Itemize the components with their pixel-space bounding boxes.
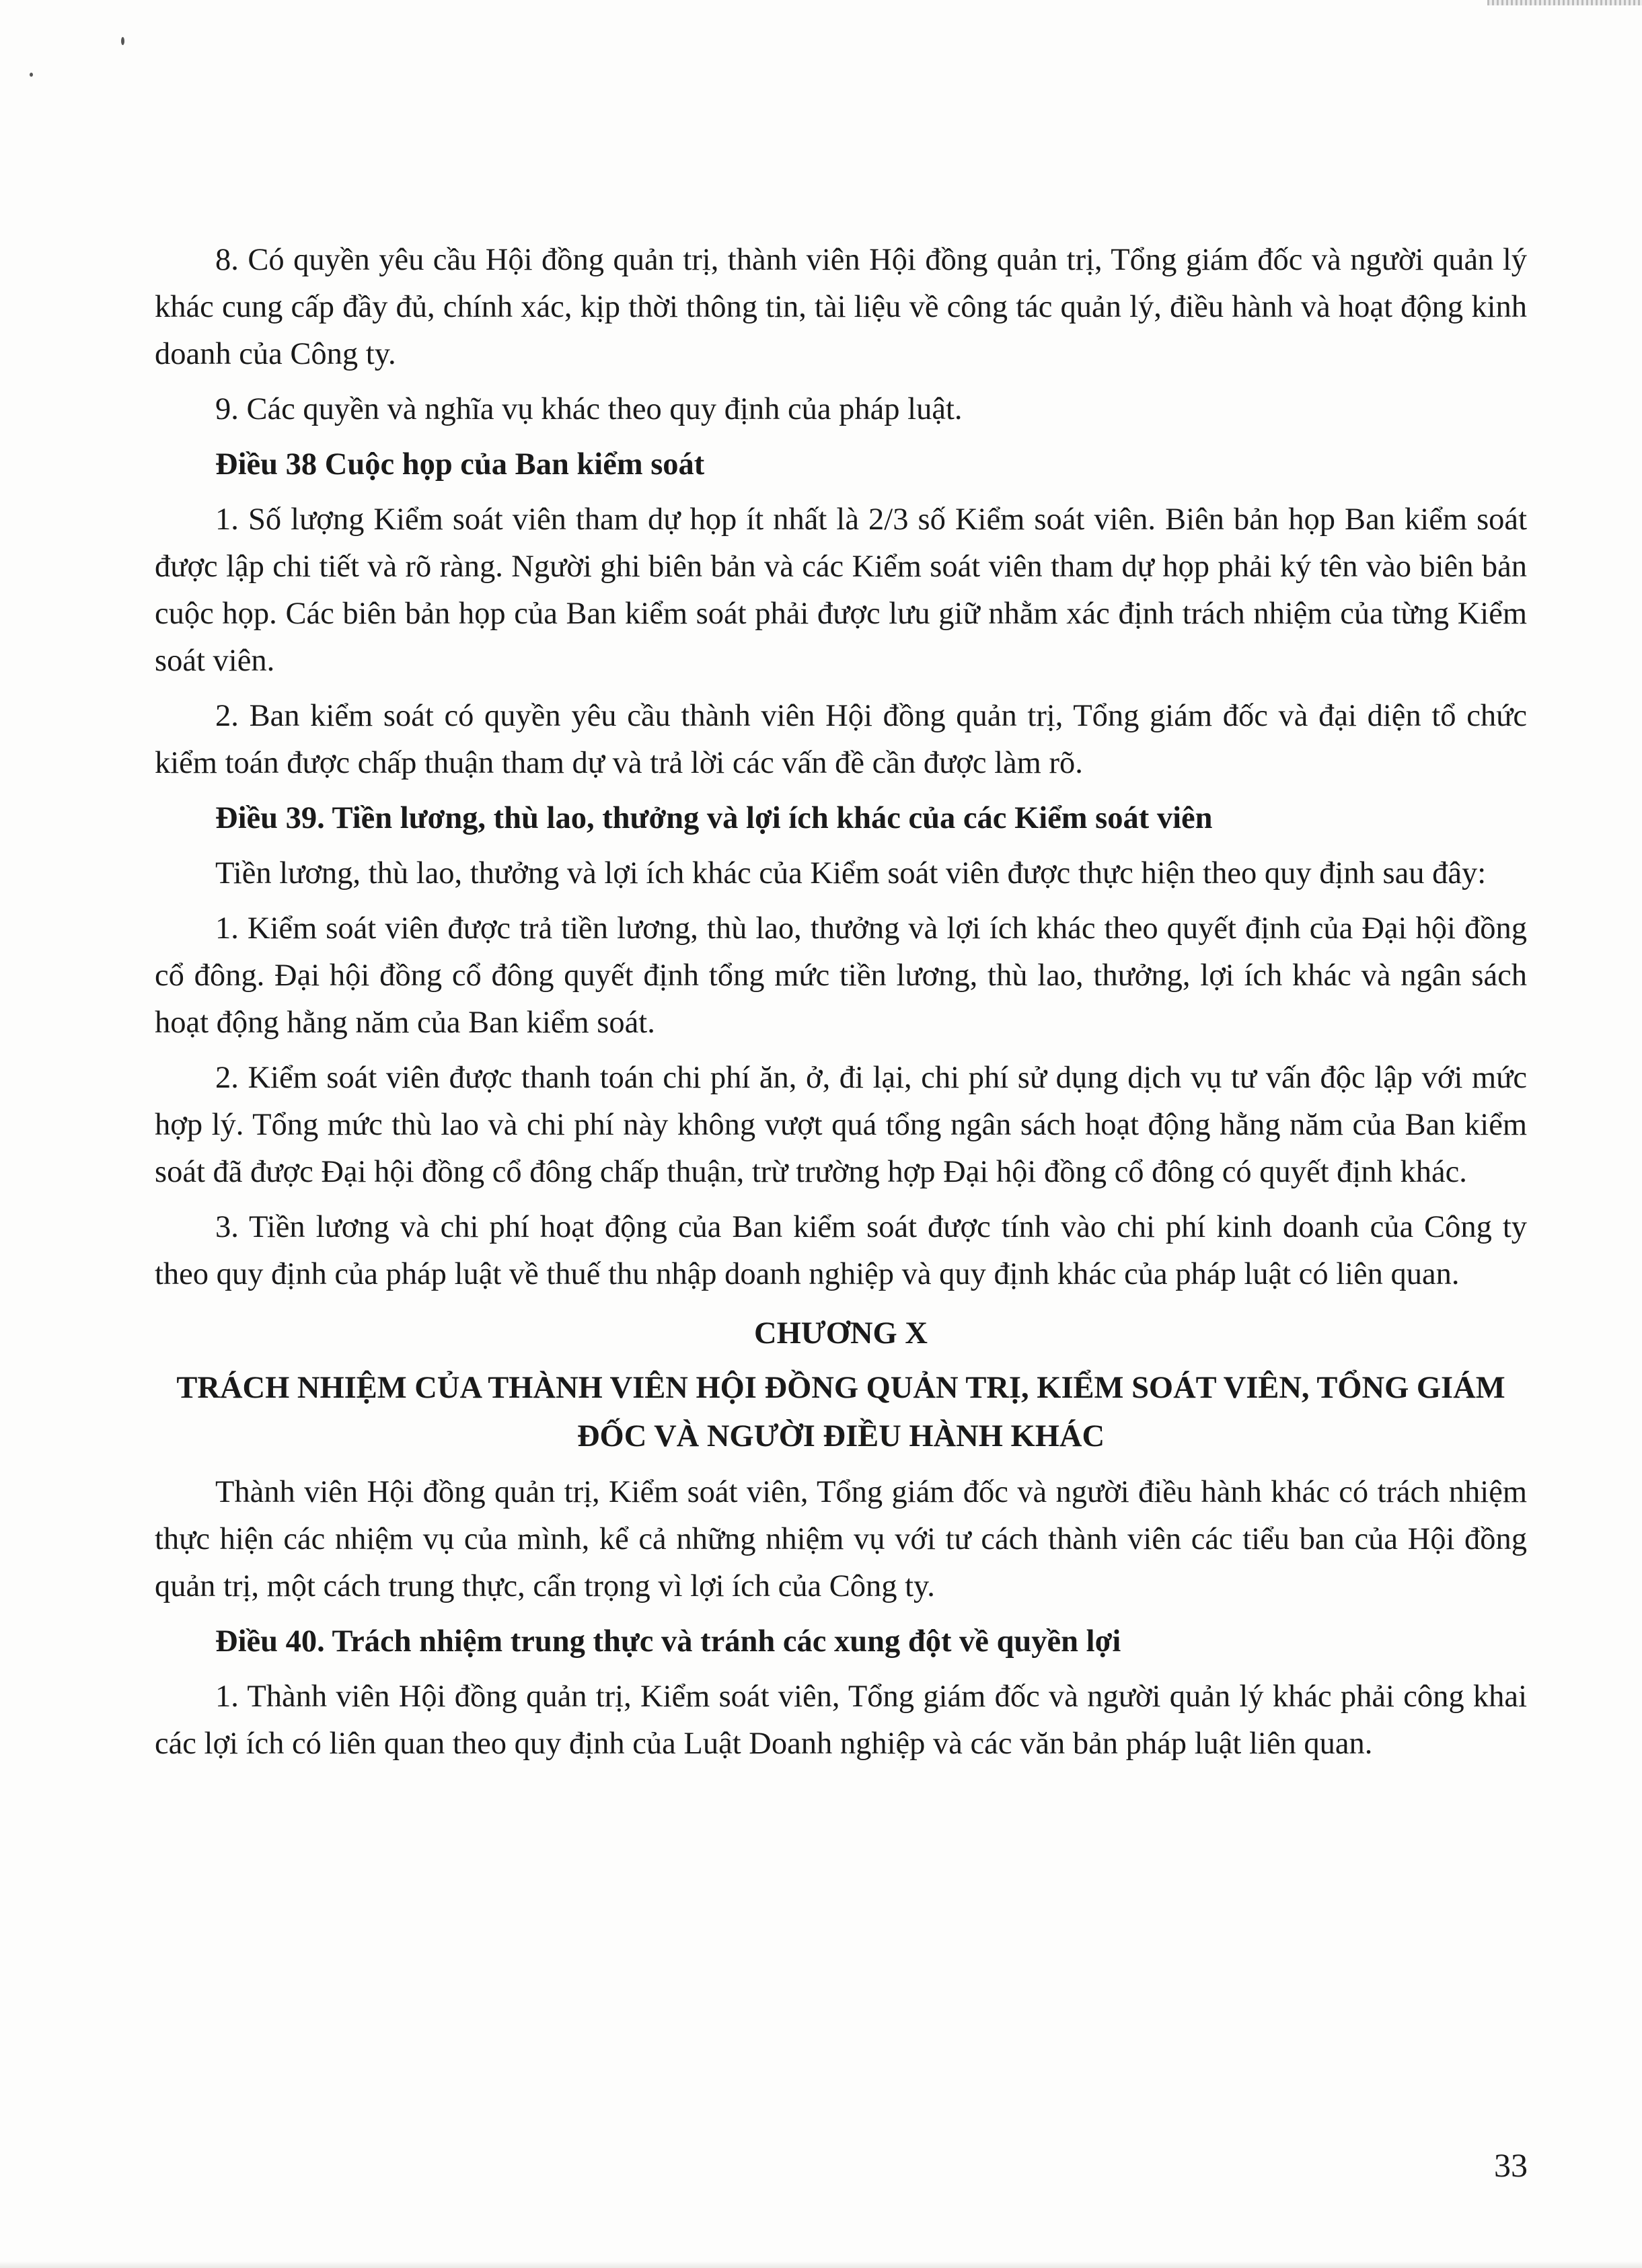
- paragraph-38-1: 1. Số lượng Kiểm soát viên tham dự họp ít nhất là 2/3 số Kiểm soát viên. Biên bản họp Ban kiểm soát được lập chi tiết và rõ ràng. Người ghi biên bản và các Kiểm soát viên tham dự họp phải ký tên vào biên bản cuộc họp. Các biên bản họp của Ban kiểm soát phải được lưu giữ nhằm xác định trách nhiệm của từng Kiểm soát viên.: [155, 502, 1527, 678]
- article-40-heading: Điều 40. Trách nhiệm trung thực và tránh các xung đột về quyền lợi: [215, 1624, 1121, 1659]
- paragraph-39-3: 3. Tiền lương và chi phí hoạt động của Ban kiểm soát được tính vào chi phí kinh doanh của Công ty theo quy định của pháp luật về thuế thu nhập doanh nghiệp và quy định khác của pháp luật có liên quan.: [155, 1210, 1527, 1291]
- paragraph-39-2: 2. Kiểm soát viên được thanh toán chi phí ăn, ở, đi lại, chi phí sử dụng dịch vụ tư vấn độc lập với mức hợp lý. Tổng mức thù lao và chi phí này không vượt quá tổng ngân sách hoạt động hằng năm của Ban kiểm soát đã được Đại hội đồng cổ đông chấp thuận, trừ trường hợp Đại hội đồng cổ đông có quyết định khác.: [155, 1061, 1527, 1189]
- paragraph-chapter-intro: Thành viên Hội đồng quản trị, Kiểm soát viên, Tổng giám đốc và người điều hành khác có trách nhiệm thực hiện các nhiệm vụ của mình, kể cả những nhiệm vụ với tư cách thành viên các tiểu ban của Hội đồng quản trị, một cách trung thực, cẩn trọng vì lợi ích của Công ty.: [155, 1475, 1527, 1603]
- paragraph-quyen-nghia-vu-khac: 9. Các quyền và nghĩa vụ khác theo quy định của pháp luật.: [215, 392, 963, 426]
- paragraph-39-intro: Tiền lương, thù lao, thưởng và lợi ích khác của Kiểm soát viên được thực hiện theo quy định sau đây:: [215, 856, 1487, 891]
- article-38-heading: Điều 38 Cuộc họp của Ban kiểm soát: [215, 447, 705, 482]
- scan-bottom-edge: [0, 2261, 1642, 2268]
- article-39-heading: Điều 39. Tiền lương, thù lao, thưởng và lợi ích khác của các Kiểm soát viên: [215, 801, 1213, 835]
- paragraph-38-2: 2. Ban kiểm soát có quyền yêu cầu thành viên Hội đồng quản trị, Tổng giám đốc và đại diện tổ chức kiểm toán được chấp thuận tham dự và trả lời các vấn đề cần được làm rõ.: [155, 699, 1527, 780]
- document-body: [155, 237, 1527, 1776]
- chapter-heading: CHƯƠNG X: [754, 1316, 928, 1351]
- scan-speck: [121, 37, 124, 45]
- paragraph-quyen-yeu-cau: 8. Có quyền yêu cầu Hội đồng quản trị, thành viên Hội đồng quản trị, Tổng giám đốc và người quản lý khác cung cấp đầy đủ, chính xác, kịp thời thông tin, tài liệu về công tác quản lý, điều hành và hoạt động kinh doanh của Công ty.: [155, 243, 1527, 371]
- scan-edge-artifact: [1487, 0, 1642, 5]
- scan-speck: [30, 73, 33, 77]
- page-number: 33: [1494, 2146, 1528, 2184]
- chapter-title: TRÁCH NHIỆM CỦA THÀNH VIÊN HỘI ĐỒNG QUẢN TRỊ, KIỂM SOÁT VIÊN, TỔNG GIÁM ĐỐC VÀ NGƯỜI ĐIỀU HÀNH KHÁC: [176, 1371, 1505, 1453]
- paragraph-40-1: 1. Thành viên Hội đồng quản trị, Kiểm soát viên, Tổng giám đốc và người quản lý khác phải công khai các lợi ích có liên quan theo quy định của Luật Doanh nghiệp và các văn bản pháp luật liên quan.: [155, 1679, 1527, 1761]
- paragraph-39-1: 1. Kiểm soát viên được trả tiền lương, thù lao, thưởng và lợi ích khác theo quyết định của Đại hội đồng cổ đông. Đại hội đồng cổ đông quyết định tổng mức tiền lương, thù lao, thưởng, lợi ích khác và ngân sách hoạt động hằng năm của Ban kiểm soát.: [155, 911, 1527, 1040]
